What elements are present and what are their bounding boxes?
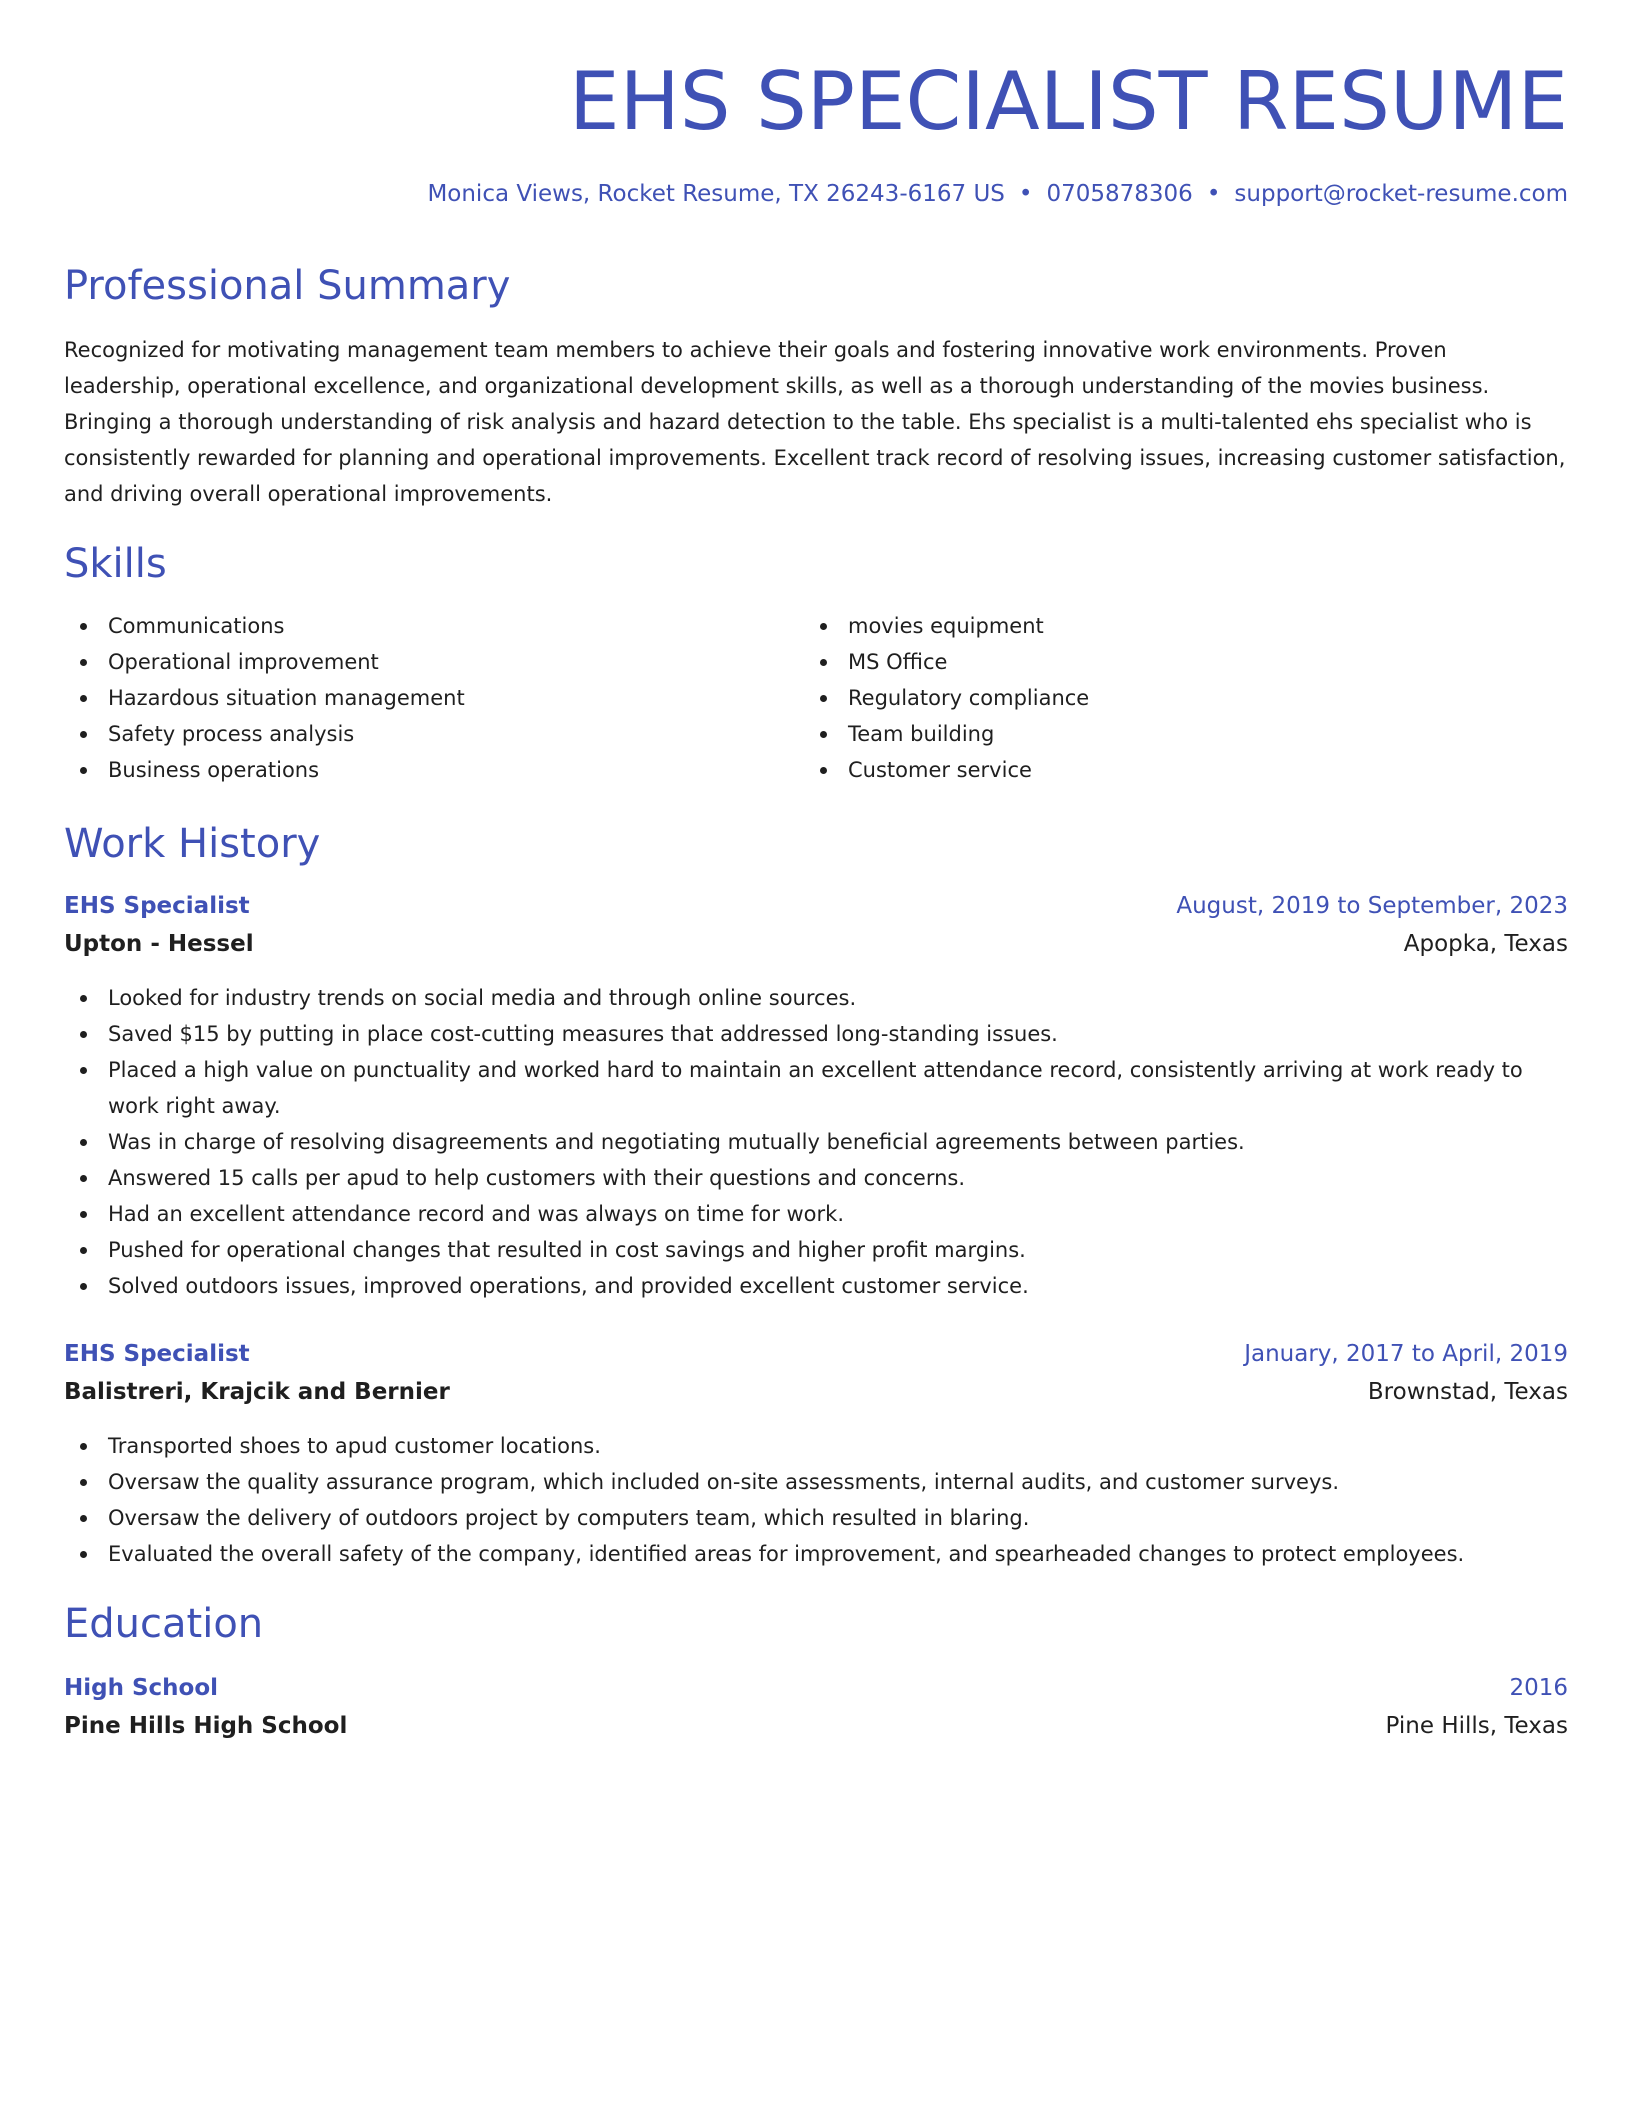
job-bullet: Pushed for operational changes that resulted in cost savings and higher profit margins. [64,1232,1568,1268]
job-bullet: Saved $15 by putting in place cost-cutting measures that addressed long-standing issues. [64,1016,1568,1052]
job-company: Balistreri, Krajcik and Bernier [64,1379,450,1405]
resume-title: EHS SPECIALIST RESUME [569,55,1568,148]
skill-item: Business operations [64,752,804,788]
education-year: 2016 [1509,1675,1568,1701]
contact-separator: • [1018,181,1033,207]
skills-left-column [64,608,804,788]
skill-item: Team building [804,716,1544,752]
skill-item: Regulatory compliance [804,680,1544,716]
job-location: Apopka, Texas [1403,931,1568,957]
job-bullet: Oversaw the quality assurance program, which included on-site assessments, internal audits, and customer surveys. [64,1464,1568,1500]
job-bullet: Transported shoes to apud customer locations. [64,1428,1568,1464]
job-company-row [64,926,1568,962]
job-bullet: Answered 15 calls per apud to help customers with their questions and concerns. [64,1160,1568,1196]
education-degree: High School [64,1675,219,1701]
job-title: EHS Specialist [64,1341,250,1367]
summary-text: Recognized for motivating management team members to achieve their goals and fostering innovative work environments. Proven leadership, operational excellence, and organizational development skills, as well as a thorough understanding of the movies business. Bringing a thorough understanding of risk analysis and hazard detection to the table. Ehs specialist is a multi-talented ehs specialist who is consistently rewarded for planning and operational improvements. Excellent track record of resolving issues, increasing customer satisfaction, and driving overall operational improvements. [64,338,1566,506]
skills-right-column [804,608,1544,788]
contact-line [427,178,1568,210]
work-heading: Work History [64,821,321,867]
job-bullet: Evaluated the overall safety of the company, identified areas for improvement, and spearheaded changes to protect employees. [64,1536,1568,1572]
contact-phone: 0705878306 [1046,181,1193,207]
job-dates: August, 2019 to September, 2023 [1176,893,1568,919]
job-bullet: Placed a high value on punctuality and worked hard to maintain an excellent attendance record, consistently arriving at work ready to work right away. [64,1052,1568,1124]
job-bullet: Solved outdoors issues, improved operations, and provided excellent customer service. [64,1268,1568,1304]
education-school-row [64,1708,1568,1744]
education-location: Pine Hills, Texas [1385,1713,1568,1739]
skill-item: Customer service [804,752,1544,788]
skill-item: Operational improvement [64,644,804,680]
job-bullet: Oversaw the delivery of outdoors project by computers team, which resulted in blaring. [64,1500,1568,1536]
job-bullet: Had an excellent attendance record and was always on time for work. [64,1196,1568,1232]
skill-item: MS Office [804,644,1544,680]
skill-item: Safety process analysis [64,716,804,752]
contact-email: support@rocket-resume.com [1234,181,1568,207]
skill-item: Hazardous situation management [64,680,804,716]
job-bullets [64,1428,1568,1572]
education-heading: Education [64,1601,264,1647]
job-bullets [64,980,1568,1304]
summary-heading: Professional Summary [64,263,511,309]
job-header [64,888,1568,924]
education-header [64,1670,1568,1706]
education-school: Pine Hills High School [64,1713,348,1739]
job-bullet: Looked for industry trends on social media and through online sources. [64,980,1568,1016]
skill-item: movies equipment [804,608,1544,644]
job-location: Brownstad, Texas [1367,1379,1568,1405]
skills-heading: Skills [64,541,167,587]
job-title: EHS Specialist [64,893,250,919]
job-company-row [64,1374,1568,1410]
skills-columns [64,608,1568,788]
job-bullet: Was in charge of resolving disagreements and negotiating mutually beneficial agreements between parties. [64,1124,1568,1160]
job-dates: January, 2017 to April, 2019 [1244,1341,1568,1367]
job-header [64,1336,1568,1372]
contact-separator: • [1206,181,1221,207]
job-company: Upton - Hessel [64,931,254,957]
contact-address: Monica Views, Rocket Resume, TX 26243-6167 US [427,181,1005,207]
skill-item: Communications [64,608,804,644]
